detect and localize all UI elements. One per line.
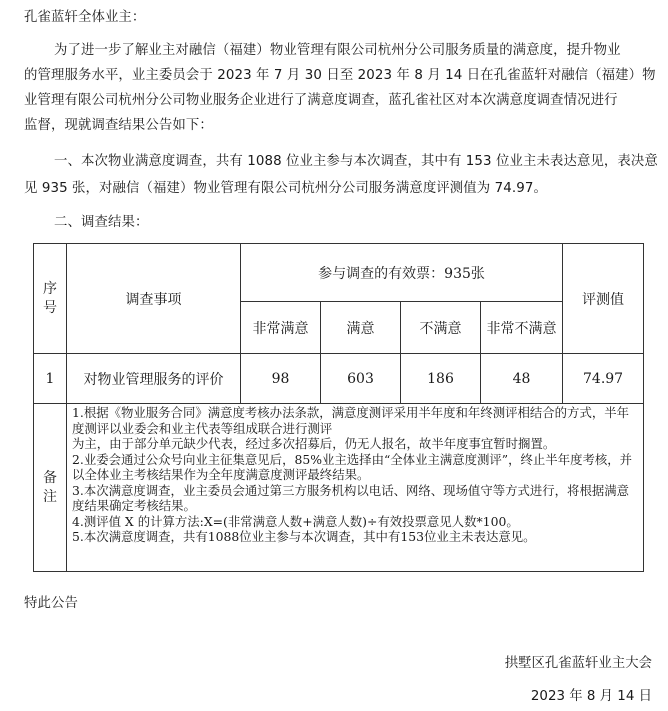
row-item: 对物业管理服务的评价 xyxy=(67,354,241,404)
intro-line-2: 的管理服务水平，业主委员会于 2023 年 7 月 30 日至 2023 年 8 月 14 日在孔雀蓝轩对融信（福建）物 xyxy=(24,68,656,83)
table-row xyxy=(34,354,644,404)
header-satisfied: 满意 xyxy=(321,302,401,354)
row-index: 1 xyxy=(34,354,67,404)
header-very-dissatisfied: 非常不满意 xyxy=(481,302,563,354)
signature: 拱墅区孔雀蓝轩业主大会 xyxy=(504,656,652,671)
header-item: 调查事项 xyxy=(67,244,241,354)
row-very-dissatisfied: 48 xyxy=(481,354,563,404)
remarks-content xyxy=(67,404,644,572)
header-dissatisfied: 不满意 xyxy=(401,302,481,354)
remark-4: 4.测评值 X 的计算方法:X=(非常满意人数+满意人数)÷有效投票意见人数*100。 xyxy=(72,513,519,529)
intro-line-3: 业管理有限公司杭州分公司物业服务企业进行了满意度调查，蓝孔雀社区对本次满意度调查情况进行 xyxy=(24,93,618,108)
intro-line-1: 为了进一步了解业主对融信（福建）物业管理有限公司杭州分公司服务质量的满意度，提升物业 xyxy=(54,43,621,58)
survey-results-table xyxy=(33,243,644,572)
remark-1-cont: 为主，由于部分单元缺少代表，经过多次招募后，仍无人报名，故半年度事宜暂时搁置。 xyxy=(72,436,556,451)
header-very-satisfied: 非常满意 xyxy=(241,302,321,354)
remark-2: 2.业委会通过公众号向业主征集意见后，85%业主选择由“全体业主满意度测评”，终止半年度考核，并以全体业主考核结果作为全年度满意度测评最终结果。 xyxy=(72,451,633,482)
section2-title: 二、调查结果： xyxy=(54,215,149,230)
row-dissatisfied: 186 xyxy=(401,354,481,404)
header-score: 评测值 xyxy=(563,244,644,354)
salutation: 孔雀蓝轩全体业主： xyxy=(24,10,146,25)
remark-1: 1.根据《物业服务合同》满意度考核办法条款，满意度测评采用半年度和年终测评相结合的方式，半年度测评以业委会和业主代表等组成联合进行测评 xyxy=(72,405,630,436)
closing: 特此公告 xyxy=(24,596,78,611)
section1-line-2: 见 935 张，对融信（福建）物业管理有限公司杭州分公司服务满意度评测值为 74.97。 xyxy=(24,181,547,196)
row-score: 74.97 xyxy=(563,354,644,404)
header-index: 序 号 xyxy=(34,244,67,354)
remark-3: 3.本次满意度调查，业主委员会通过第三方服务机构以电话、网络、现场值守等方式进行，将根据满意度结果确定考核结果。 xyxy=(72,482,630,513)
row-very-satisfied: 98 xyxy=(241,354,321,404)
remark-5: 5.本次满意度调查，共有1088位业主参与本次调查，其中有153位业主未表达意见。 xyxy=(72,529,536,544)
section1-line-1: 一、本次物业满意度调查，共有 1088 位业主参与本次调查，其中有 153 位业主未表达意见，表决意 xyxy=(54,154,658,169)
remarks-label: 备 注 xyxy=(34,404,67,572)
header-valid-votes: 参与调查的有效票：935张 xyxy=(241,244,563,302)
date: 2023 年 8 月 14 日 xyxy=(530,689,652,704)
row-satisfied: 603 xyxy=(321,354,401,404)
intro-line-4: 监督，现就调查结果公告如下： xyxy=(24,118,213,133)
